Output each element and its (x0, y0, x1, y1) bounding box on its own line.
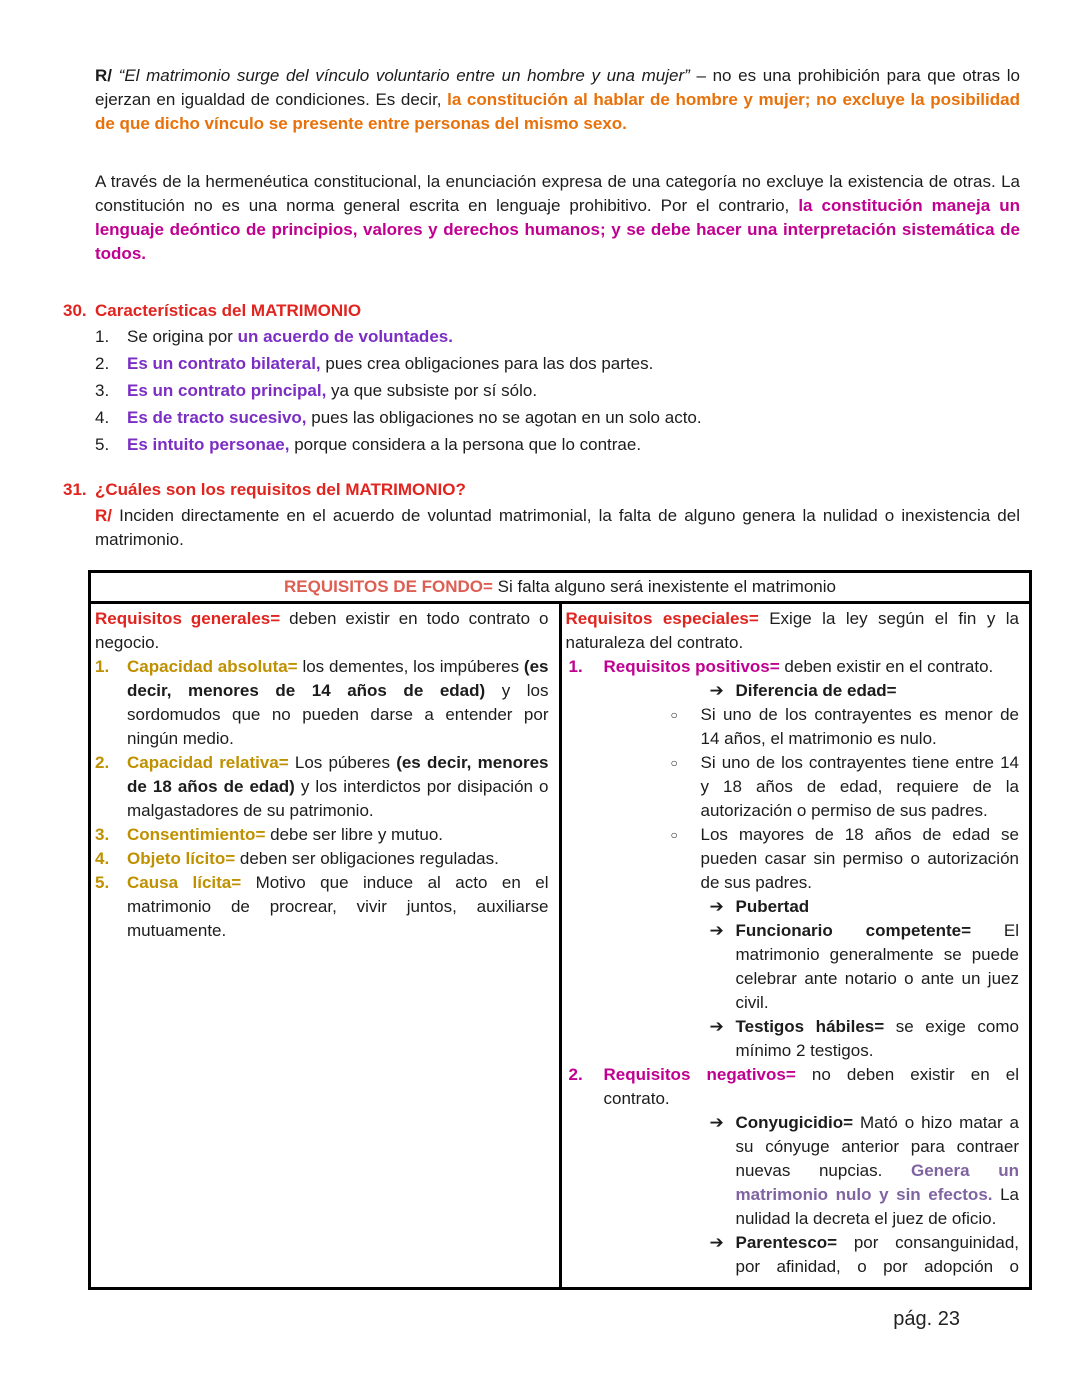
paragraph-text: A través de la hermenéutica constitucional, la enunciación expresa de una categoría no excluye la existencia de otras. La constitución no es una norma general escrita en lenguaje prohibitivo. Por el contrario, (95, 172, 1020, 215)
table-header-row (90, 572, 1031, 603)
item-number: 2. (95, 753, 110, 772)
item-number: 1. (95, 327, 110, 346)
item-term: Requisitos negativos= (603, 1065, 796, 1084)
list-item (95, 433, 1020, 457)
response-label: R/ (95, 66, 112, 85)
arrow-icon: ➔ (709, 921, 724, 940)
paragraph-hermeneutica (95, 170, 1020, 266)
table-header-title: REQUISITOS DE FONDO= (284, 577, 493, 596)
sub-item-text (736, 1015, 1020, 1063)
table-list-item (95, 655, 549, 751)
circle-sub-item (668, 703, 1020, 751)
item-text (604, 1063, 1020, 1111)
quoted-text: “El matrimonio surge del vínculo voluntario entre un hombre y una mujer” (112, 66, 690, 85)
column-subtitle: deben existir en todo contrato o negocio. (95, 609, 549, 652)
item-text-plain: deben ser obligaciones reguladas. (235, 849, 499, 868)
item-number: 4. (95, 849, 110, 868)
item-text-plain: los dementes, los impúberes (297, 657, 524, 676)
section-number: 31. (63, 480, 87, 499)
sub-item-tail: La nulidad la decreta el juez de oficio. (735, 1185, 1019, 1228)
magenta-emphasis-text: la constitución maneja un lenguaje deóntico de principios, valores y derechos humanos; y se debe hacer una interpretación sistemática de todos. (95, 196, 1020, 263)
item-text (127, 379, 1020, 403)
item-term: Capacidad relativa= (127, 753, 289, 772)
item-text-bold: (es decir, menores de 14 años de edad) (127, 657, 549, 700)
item-term: Consentimiento= (127, 825, 266, 844)
column-subtitle: Exige la ley según el fin y la naturaleza del contrato. (565, 609, 1019, 652)
table-header-subtitle: Si falta alguno será inexistente el matrimonio (492, 577, 836, 596)
column-title: Requisitos especiales= (565, 609, 759, 628)
item-number: 5. (95, 873, 110, 892)
arrow-sub-item (710, 679, 1020, 703)
list-item (95, 406, 1020, 430)
sub-item-term: Funcionario competente= (735, 921, 971, 940)
item-text-emphasis: Es de tracto sucesivo, (127, 408, 307, 427)
sub-item-rest: Mató o hizo matar a su cónyuge anterior para contraer nuevas nupcias. (735, 1113, 1019, 1180)
item-term: Causa lícita= (127, 873, 242, 892)
item-text-emphasis: Es un contrato bilateral, (127, 354, 321, 373)
table-list-item (95, 847, 549, 871)
sub-item-term: Parentesco= (735, 1233, 838, 1252)
arrow-sub-item (710, 1111, 1020, 1231)
sub-item-text (736, 679, 1020, 703)
requisitos-generales-cell (90, 603, 561, 1289)
arrow-icon: ➔ (709, 1233, 724, 1252)
item-number: 3. (95, 825, 110, 844)
circle-icon: ○ (670, 756, 678, 770)
arrow-icon: ➔ (709, 897, 724, 916)
sub-item-term: Conyugicidio= (735, 1113, 854, 1132)
list-item (95, 325, 1020, 349)
item-text-rest: y los sordomudos que no pueden darse a entender por ningún medio. (127, 681, 549, 748)
column-title: Requisitos generales= (95, 609, 281, 628)
section-30-heading (63, 299, 1020, 323)
requisitos-especiales-cell (560, 603, 1031, 1289)
item-text-plain: Se origina por (127, 327, 238, 346)
requisitos-table (88, 570, 1032, 1290)
item-text-rest: deben existir en el contrato. (779, 657, 994, 676)
paragraph-text: – no es una prohibición para que otras lo ejerzan en igualdad de condiciones. Es decir, (95, 66, 1020, 109)
item-text (127, 352, 1020, 376)
item-text (127, 406, 1020, 430)
table-list-item (95, 871, 549, 943)
table-list-item (95, 823, 549, 847)
item-text-rest: y los interdictos por disipación o malgastadores de su patrimonio. (127, 777, 549, 820)
item-text (127, 847, 549, 871)
item-term: Requisitos positivos= (603, 657, 780, 676)
sub-item-text: Si uno de los contrayentes tiene entre 14 y 18 años de edad, requiere de la autorización o permiso de sus padres. (700, 753, 1019, 820)
sub-item-term: Pubertad (735, 897, 810, 916)
section-31-heading (63, 478, 1020, 502)
sub-item-text (736, 919, 1020, 1015)
item-text-rest: no deben existir en el contrato. (603, 1065, 1019, 1108)
sub-item-rest: El matrimonio generalmente se puede celebrar ante notario o ante un juez civil. (735, 921, 1019, 1012)
item-text-rest: pues crea obligaciones para las dos partes. (320, 354, 654, 373)
response-label: R/ (95, 506, 112, 525)
item-text-rest: porque considera a la persona que lo contrae. (289, 435, 642, 454)
item-text (127, 325, 1020, 349)
item-number: 2. (95, 354, 110, 373)
sub-item-violet-emphasis: Genera un matrimonio nulo y sin efectos. (735, 1161, 1019, 1204)
column-heading (95, 607, 549, 655)
section-30-list (95, 325, 1020, 457)
circle-icon: ○ (670, 828, 678, 842)
item-text-bold: (es decir, menores de 18 años de edad) (127, 753, 549, 796)
circle-sub-item (668, 751, 1020, 823)
table-header-cell (90, 572, 1031, 603)
item-text-emphasis: Es un contrato principal, (127, 381, 327, 400)
item-term: Objeto lícito= (127, 849, 236, 868)
orange-emphasis-text: la constitución al hablar de hombre y mujer; no excluye la posibilidad de que dicho vínculo se presente entre personas del mismo sexo. (95, 90, 1020, 133)
sub-item-term: Testigos hábiles= (735, 1017, 885, 1036)
item-text-rest: ya que subsiste por sí sólo. (326, 381, 538, 400)
item-text (127, 871, 549, 943)
section-31 (63, 478, 1020, 552)
item-text (127, 823, 549, 847)
item-text (127, 655, 549, 751)
item-number: 1. (568, 657, 583, 676)
sub-item-text (736, 895, 1020, 919)
item-number: 5. (95, 435, 110, 454)
arrow-icon: ➔ (709, 681, 724, 700)
item-text-emphasis: Es intuito personae, (127, 435, 290, 454)
table-list-item (566, 655, 1020, 679)
sub-item-rest: se exige como mínimo 2 testigos. (735, 1017, 1019, 1060)
sub-item-text (736, 1231, 1020, 1279)
item-number: 3. (95, 381, 110, 400)
list-item (95, 379, 1020, 403)
arrow-icon: ➔ (709, 1017, 724, 1036)
item-number: 2. (568, 1065, 583, 1084)
section-31-answer (95, 504, 1020, 552)
column-heading (566, 607, 1020, 655)
arrow-sub-item (710, 1015, 1020, 1063)
sub-item-text: Si uno de los contrayentes es menor de 14 años, el matrimonio es nulo. (700, 705, 1019, 748)
circle-sub-item (668, 823, 1020, 895)
answer-text: Inciden directamente en el acuerdo de voluntad matrimonial, la falta de alguno genera la nulidad o inexistencia del matrimonio. (95, 506, 1020, 549)
section-title: Características del MATRIMONIO (95, 301, 362, 320)
arrow-icon: ➔ (709, 1113, 724, 1132)
arrow-sub-item (710, 1231, 1020, 1279)
arrow-sub-item (710, 895, 1020, 919)
document-body (63, 64, 1020, 1333)
item-text (127, 751, 549, 823)
circle-icon: ○ (670, 708, 678, 722)
sub-item-text (736, 1111, 1020, 1231)
item-text (127, 433, 1020, 457)
item-text-plain: Motivo que induce al acto en el matrimonio de procrear, vivir juntos, auxiliarse mutuamente. (127, 873, 549, 940)
sub-item-rest: por consanguinidad, por afinidad, o por adopción o (735, 1233, 1019, 1276)
item-text (604, 655, 1020, 679)
sub-item-term: Diferencia de edad= (735, 681, 897, 700)
paragraph-marriage-quote (95, 64, 1020, 136)
item-term: Capacidad absoluta= (127, 657, 298, 676)
table-body-row (90, 603, 1031, 1289)
section-number: 30. (63, 301, 87, 320)
item-text-rest: pues las obligaciones no se agotan en un solo acto. (306, 408, 702, 427)
item-text-emphasis: un acuerdo de voluntades. (237, 327, 453, 346)
item-text-plain: Los púberes (288, 753, 397, 772)
section-title: ¿Cuáles son los requisitos del MATRIMONIO? (95, 480, 466, 499)
item-number: 4. (95, 408, 110, 427)
table-list-item (566, 1063, 1020, 1111)
item-text-plain: debe ser libre y mutuo. (265, 825, 444, 844)
arrow-sub-item (710, 919, 1020, 1015)
page-number: pág. 23 (893, 1308, 960, 1330)
table-list-item (95, 751, 549, 823)
sub-item-text: Los mayores de 18 años de edad se pueden casar sin permiso o autorización de sus padres. (700, 825, 1019, 892)
list-item (95, 352, 1020, 376)
item-number: 1. (95, 657, 110, 676)
